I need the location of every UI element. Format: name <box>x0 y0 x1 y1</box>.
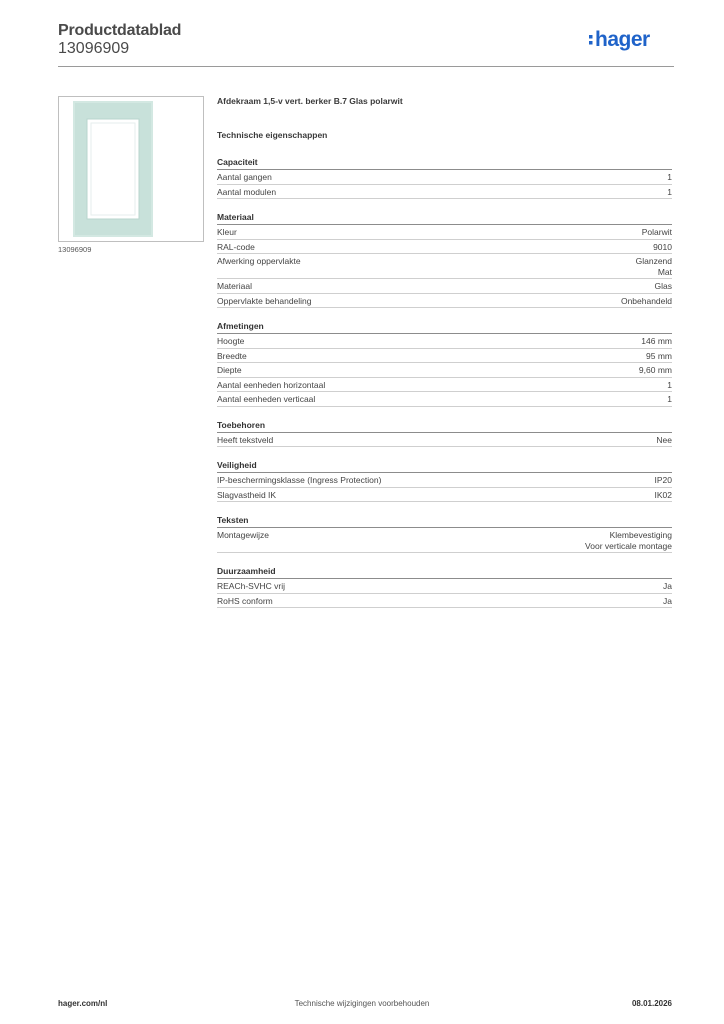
spec-value: Glas <box>654 281 672 291</box>
footer-disclaimer: Technische wijzigingen voorbehouden <box>294 999 430 1008</box>
spec-group <box>217 157 672 199</box>
section-title: Technische eigenschappen <box>217 130 328 140</box>
spec-label: Montagewijze <box>217 530 269 540</box>
spec-row <box>217 170 672 185</box>
group-title: Capaciteit <box>217 157 672 170</box>
spec-value: 9010 <box>653 241 672 252</box>
spec-row <box>217 378 672 393</box>
image-caption: 13096909 <box>58 245 92 254</box>
spec-group <box>217 321 672 407</box>
spec-row <box>217 363 672 378</box>
spec-group <box>217 460 672 502</box>
spec-row <box>217 488 672 503</box>
spec-row <box>217 279 672 294</box>
spec-label: RAL-code <box>217 241 255 252</box>
spec-row <box>217 254 672 279</box>
spec-value: Nee <box>656 434 672 445</box>
spec-label: Afwerking oppervlakte <box>217 256 301 266</box>
spec-value: Onbehandeld <box>620 295 672 306</box>
spec-label: Breedte <box>217 350 247 361</box>
spec-value: IP20 <box>654 475 672 485</box>
spec-row <box>217 225 672 240</box>
group-title: Veiligheid <box>217 460 672 473</box>
spec-label: Oppervlakte behandeling <box>217 295 312 306</box>
footer-website[interactable]: hager.com/nl <box>58 999 108 1008</box>
spec-label: Materiaal <box>217 281 252 291</box>
spec-value: Klembevestiging Voor verticale montage <box>585 530 672 551</box>
spec-label: Aantal modulen <box>217 186 277 197</box>
logo-text: hager <box>595 28 650 51</box>
spec-row <box>217 294 672 309</box>
spec-label: Slagvastheid IK <box>217 489 277 500</box>
spec-group <box>217 515 672 553</box>
spec-value: 146 mm <box>641 336 672 346</box>
document-header <box>58 20 674 68</box>
spec-label: REACh-SVHC vrij <box>217 581 286 591</box>
header-divider <box>58 66 674 67</box>
spec-value: 95 mm <box>646 350 672 361</box>
product-name: Afdekraam 1,5-v vert. berker B.7 Glas polarwit <box>217 96 403 106</box>
spec-groups <box>217 157 672 608</box>
spec-label: IP-beschermingsklasse (Ingress Protection) <box>217 475 382 485</box>
page-title: Productdatablad <box>58 22 182 39</box>
spec-value: 1 <box>667 394 672 404</box>
spec-group <box>217 420 672 448</box>
specifications <box>217 96 672 608</box>
spec-value: Glanzend Mat <box>635 256 672 277</box>
group-title: Materiaal <box>217 212 672 225</box>
spec-label: Aantal gangen <box>217 172 272 182</box>
spec-value: 1 <box>667 172 672 182</box>
hager-logo <box>588 26 672 52</box>
group-title: Afmetingen <box>217 321 672 334</box>
spec-row <box>217 240 672 255</box>
spec-value: 1 <box>667 186 672 197</box>
spec-label: Aantal eenheden verticaal <box>217 394 316 404</box>
spec-label: RoHS conform <box>217 595 273 606</box>
spec-row <box>217 473 672 488</box>
product-code: 13096909 <box>58 40 130 57</box>
spec-row <box>217 392 672 407</box>
spec-value: Polarwit <box>641 227 672 237</box>
footer-date: 08.01.2026 <box>631 999 672 1008</box>
product-image <box>58 96 204 242</box>
spec-value: Ja <box>663 595 672 606</box>
spec-value: 1 <box>667 379 672 390</box>
spec-value: Ja <box>663 581 672 591</box>
spec-row <box>217 579 672 594</box>
spec-row <box>217 334 672 349</box>
frame-illustration <box>59 97 203 241</box>
group-title: Teksten <box>217 515 672 528</box>
spec-value: IK02 <box>654 489 672 500</box>
spec-label: Diepte <box>217 365 242 375</box>
spec-group <box>217 212 672 308</box>
group-title: Toebehoren <box>217 420 672 433</box>
spec-row <box>217 349 672 364</box>
spec-group <box>217 566 672 608</box>
spec-label: Kleur <box>217 227 237 237</box>
spec-label: Hoogte <box>217 336 245 346</box>
spec-label: Heeft tekstveld <box>217 434 274 445</box>
spec-row <box>217 528 672 553</box>
spec-row <box>217 594 672 609</box>
spec-row <box>217 433 672 448</box>
spec-row <box>217 185 672 200</box>
spec-label: Aantal eenheden horizontaal <box>217 379 326 390</box>
group-title: Duurzaamheid <box>217 566 672 579</box>
spec-value: 9,60 mm <box>638 365 672 375</box>
